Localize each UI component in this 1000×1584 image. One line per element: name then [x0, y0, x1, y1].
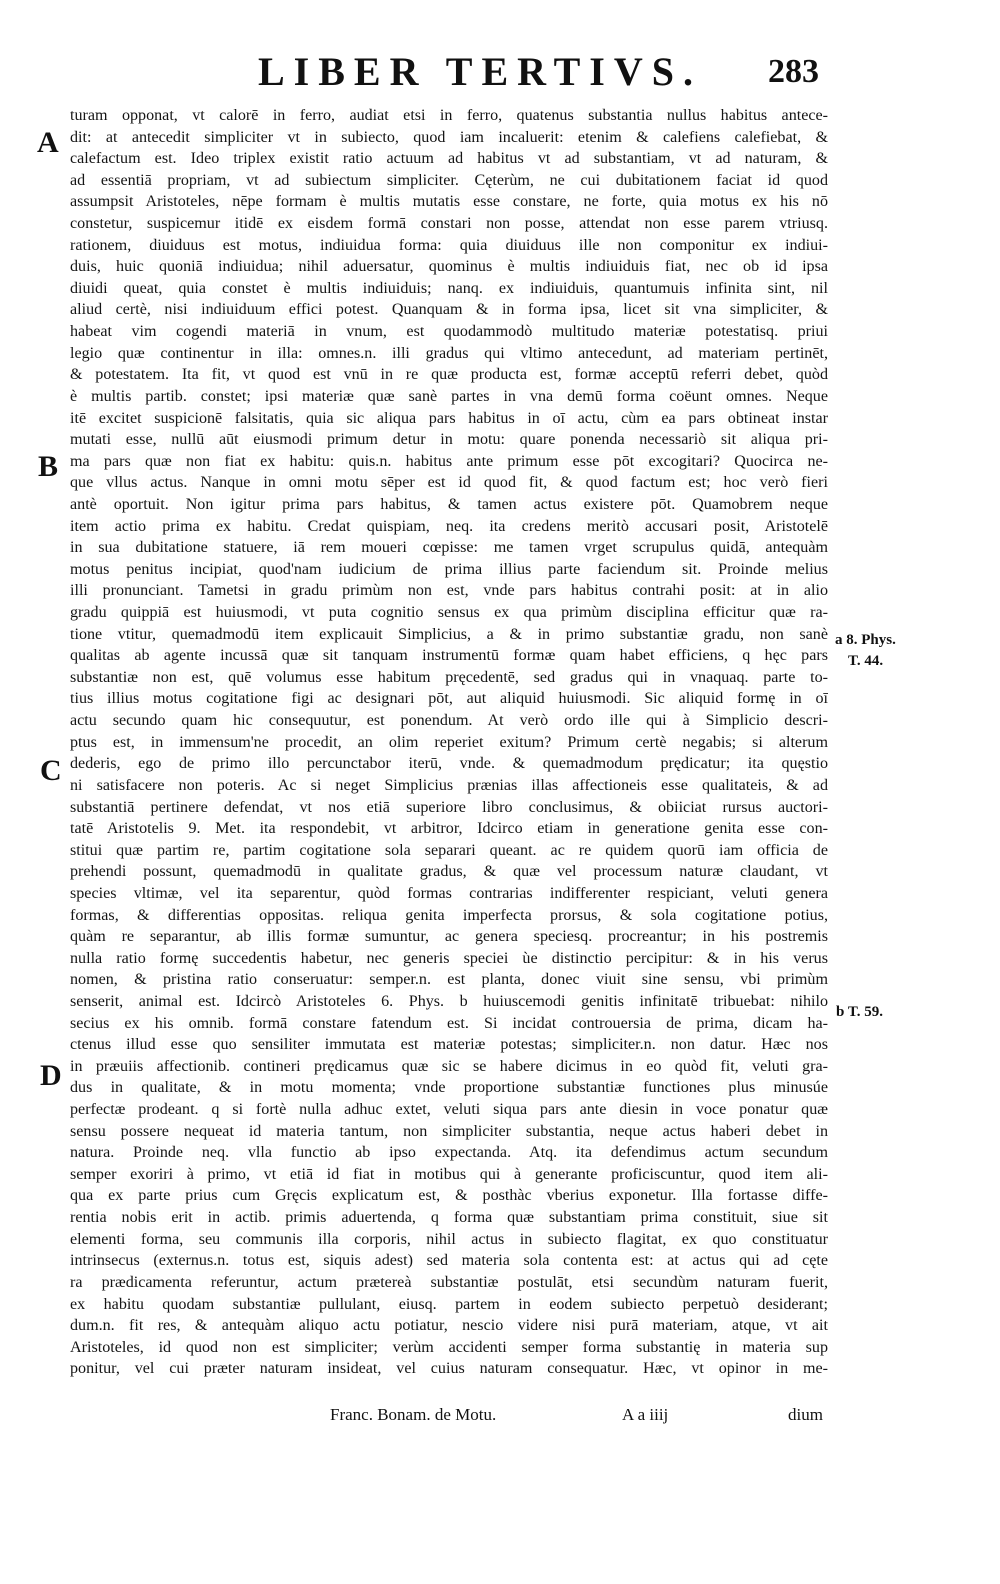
text-line: dit: at antecedit simpliciter vt in subiecto, quod iam incaluerit: etenim & calefiens calefiebat, & [70, 128, 828, 146]
text-line: qua ex parte prius cum Gręcis explicatum est, & posthàc vberius exponetur. Illa fortasse diffe- [70, 1187, 828, 1205]
text-line: stitui quæ partim re, partim cogitatione sola separari queant. ac re quidem quorū iam officia de [70, 841, 828, 859]
text-line: species vltimæ, vel ita separentur, quòd formas contrarias indifferenter respiciant, veluti genera [70, 884, 828, 902]
text-line: antè oportuit. Non igitur prima pars habitus, & tamen actus existere pōt. Quamobrem neque [70, 495, 828, 513]
text-line: dus in qualitate, & in motu momenta; vnde proportione substantiæ functiones plus minusúe [70, 1079, 828, 1097]
margin-note-b-ref: b T. 59. [836, 1004, 883, 1020]
text-line: ponitur, vel cui præter naturam insideat, vel cuius naturam consequatur. Hæc, vt opinor in me- [70, 1360, 828, 1378]
text-line: tione vtitur, quemadmodū item explicauit Simplicius, a & in primo substantiæ gradu, non sanè [70, 625, 828, 643]
text-line: nomen, & pristina ratio conseruatur: semper.n. est planta, donec viuit sine sensu, vbi primùm [70, 971, 828, 989]
margin-note-a-text: T. 44. [848, 653, 884, 669]
text-line: è multis partib. constet; ipsi materiæ quæ sanè partes in vna demū forma coëunt omnes. Neque [70, 387, 828, 405]
body-text [70, 105, 828, 1380]
page-footer [0, 1402, 1000, 1432]
text-line: nulla ratio formę succedentis habetur, nec generis speciei ùe distinctio percipitur: & in his verus [70, 949, 828, 967]
text-line: ad essentiā propriam, vt ad subiectum simpliciter. Cęterùm, ne cui dubitationem faciat id quod [70, 171, 828, 189]
text-line: semper exoriri à primo, vt etiā id fiat in motibus qui à generante proficiscuntur, quod item ali- [70, 1165, 828, 1183]
text-line: legio quæ continentur in illa: omnes.n. illi gradus qui vltimo antecedunt, ad materiam pertinēt, [70, 344, 828, 362]
text-line: Aristoteles, id quod non est simpliciter; verùm accidenti semper forma substantię in materia sup [70, 1338, 828, 1356]
text-line: duis, huic quoniā indiuidua; nihil aduersatur, quominus è multis indiuiduis fiat, nec ob id ipsa [70, 258, 828, 276]
text-line: ma pars quæ non fiat ex habitu: quis.n. habitus ante primum esse pōt excogitari? Quocirca ne- [70, 452, 828, 470]
page-header [0, 50, 1000, 100]
text-line: dum.n. fit res, & antequàm aliquo actu potiatur, nescio videre nisi purā materiam, atque, vt ait [70, 1317, 828, 1335]
text-line: mutati esse, nullū aūt eiusmodi primum detur in motu: quare ponenda necessariò sit aliqua pri- [70, 431, 828, 449]
text-line: substantiā pertinere defendat, vt nos etiā superiore libro conclusimus, & obiiciat rursus auctori- [70, 798, 828, 816]
text-line: in sua dubitatione statuere, iā rem moueri cœpisse: me tamen vrget scrupulus quidā, antequàm [70, 539, 828, 557]
text-line: rentia nobis erit in actib. primis aduertenda, q forma quæ substantiam prima constituit, siue sit [70, 1209, 828, 1227]
text-line: & potestatem. Ita fit, vt quod est vnū in re quæ producta est, formæ acceptū referri debet, quòd [70, 366, 828, 384]
text-line: tatē Aristotelis 9. Met. ita respondebit, vt arbitror, Idcirco etiam in generatione genita esse con- [70, 820, 828, 838]
text-line: ni satisfacere non poteris. Ac si neget Simplicius prænias illas affectioneis esse qualitateis, & ad [70, 776, 828, 794]
text-line: sensu possere nequeat id materia tantum, non simpliciter substantia, neque actus haberi debet in [70, 1122, 828, 1140]
text-line: prehendi possunt, quemadmodū in qualitate gradus, & quæ vel processum naturæ claudant, vt [70, 863, 828, 881]
margin-letter-b: B [38, 450, 59, 483]
margin-note-a-ref: a 8. Phys. [835, 632, 896, 648]
text-line: ra prædicamenta referuntur, actum prætereà substantiæ postulāt, etsi secundùm naturam fuerit, [70, 1273, 828, 1291]
text-line: substantiæ non est, quē volumus esse habitum pręcedentē, sed gradus qui in vnaquaq. parte to- [70, 668, 828, 686]
text-line: turam opponat, vt calorē in ferro, audiat etsi in ferro, quatenus substantia nullus habitus antece- [70, 107, 828, 124]
text-line: natura. Proinde neq. vlla functio ab ipso expectanda. Atq. ita defendimus actum secundum [70, 1144, 828, 1162]
text-line: item actio prima ex habitu. Credat quispiam, neq. ita credens meritò accusari posit, Aristotelē [70, 517, 828, 535]
text-line: habeat vim cogendi materiā in vnum, est quodammodò multitudo materiæ potestatisq. priui [70, 323, 828, 341]
text-line: tius illius motus cogitatione figi ac designari pōt, aut aliquid huiusmodi. Sic aliquid formę in oī [70, 690, 828, 708]
page-number: 283 [768, 53, 819, 90]
text-line: que vllus actus. Nanque in omni motu sēper est id quod fit, & quod factum est; hoc verò fieri [70, 474, 828, 492]
text-line: calefactum est. Ideo triplex existit ratio actuum ad habitus vt ad substantiam, vt ad naturam, & [70, 150, 828, 168]
text-line: illi pronunciant. Tametsi in gradu primùm non est, vnde pars habitus contrahi posit: at in alio [70, 582, 828, 600]
text-line: quàm re separantur, ab illis formæ sumuntur, ac genera speciesq. procreantur; in his postremis [70, 928, 828, 946]
text-line: rationem, diuiduus est motus, indiuidua forma: quia diuiduus ille non componitur ex indiui- [70, 236, 828, 254]
footer-author: Franc. Bonam. de Motu. [330, 1405, 497, 1424]
text-line: secius ex his omnib. formā constare fatendum est. Si incidat controuersia de prima, dicam ha- [70, 1014, 828, 1032]
catchword: dium [788, 1405, 823, 1424]
text-line: assumpsit Aristoteles, nēpe formam è multis mutatis esse constare, ne forte, quia motus ex his nō [70, 193, 828, 211]
running-title: LIBER TERTIVS. [258, 49, 702, 94]
text-line: ctenus illud esse quo sensiliter immutata est materiæ potestas; simpliciter.n. non datur. Hæc nos [70, 1036, 828, 1054]
text-line: elementi forma, seu communis illa corporis, nihil actus in subiecto flagitat, ex quo constituatur [70, 1230, 828, 1248]
margin-letter-a: A [37, 126, 59, 159]
text-line: constetur, suspicemur itidē ex eisdem formā constari non posse, attendat non esse parem vtriusq. [70, 215, 828, 233]
text-line: qualitas ab agente incussā quæ sit tanquam instrumentū formæ quam habet efficiens, q hęc pars [70, 647, 828, 665]
text-line: formas, & differentias oppositas. reliqua genita imperfecta prorsus, & sola cogitatione potius, [70, 906, 828, 924]
margin-letter-d: D [40, 1059, 62, 1092]
text-line: aliud certè, nisi indiuiduum effici potest. Quanquam & in forma ipsa, licet sit vna simpliciter, & [70, 301, 828, 319]
text-line: in præuiis affectionib. contineri prędicamus quæ sic se habere dicimus in eo quòd fit, veluti gra- [70, 1057, 828, 1075]
text-line: ex habitu quodam substantiæ pullulant, eiusq. partem in eodem subiecto perpetuò desiderant; [70, 1295, 828, 1313]
text-line: itē excitet suspicionē falsitatis, quia sic aliqua pars habitus in oī actu, cùm ea pars obtineat instar [70, 409, 828, 427]
text-line: senserit, animal est. Idcircò Aristoteles 6. Phys. b huiuscemodi genitis infinitatē tribuebat: nihilo [70, 992, 828, 1010]
text-line: perfectæ prodeant. q si fortè nulla adhuc extet, veluti siqua pars ante diesin in voce ponatur quæ [70, 1101, 828, 1119]
text-line: gradu quippiā est huiusmodi, vt puta cognitio sensus ex qua primùm disciplina efficitur quæ ra- [70, 604, 828, 622]
text-line: dederis, ego de primo illo percunctabor iterū, vnde. & quemadmodum prędicatur; ita quęstio [70, 755, 828, 773]
text-line: ptus est, in immensum'ne procedit, an olim reperiet exitum? Primum certè negabis; si alterum [70, 733, 828, 751]
signature-mark: A a iiij [622, 1405, 669, 1424]
text-line: actu secundo quam hic consequutur, est ponendum. At verò ordo ille qui à Simplicio descri- [70, 712, 828, 730]
text-line: motus penitus incipiat, quod'nam iudicium de prima illius parte faciendum sit. Proinde melius [70, 560, 828, 578]
text-line: intrinsecus (externus.n. totus est, siquis adest) sed materia sola contenta est: at actus qui ad cęte [70, 1252, 828, 1270]
text-line: diuidi queat, quia constet è multis indiuiduis; nanq. ex indiuiduis, quantumuis infinita sint, nil [70, 279, 828, 297]
margin-letter-c: C [40, 754, 62, 787]
